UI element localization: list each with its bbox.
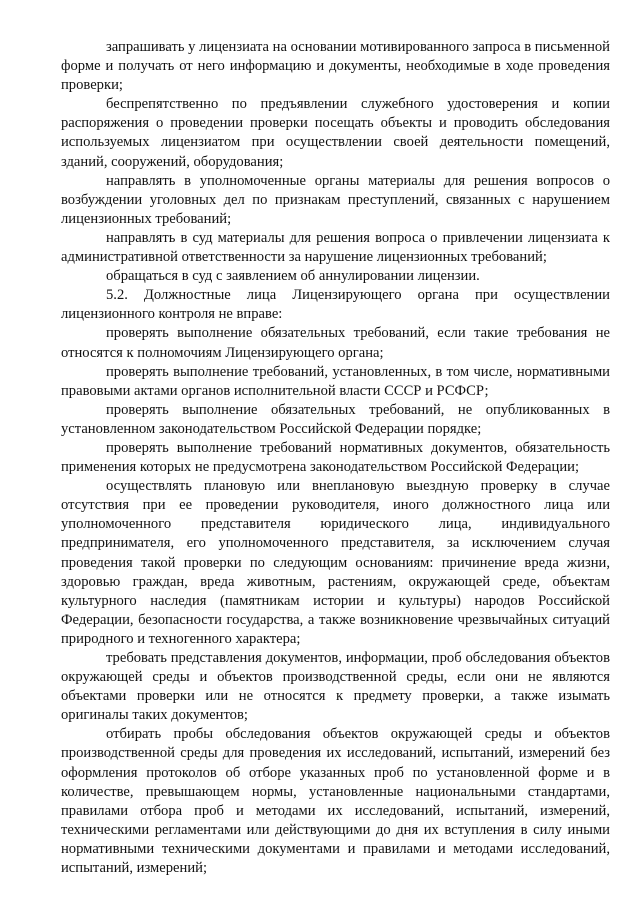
- paragraph-criminal-materials: направлять в уполномоченные органы материалы для решения вопросов о возбуждении уголовных дел по признакам преступлений, связанных с нарушением лицензионных требований;: [61, 172, 610, 227]
- paragraph-normative-documents: проверять выполнение требований нормативных документов, обязательность применения которых не предусмотрена законодательством Российской Федерации;: [61, 439, 610, 476]
- paragraph-inspection-without-representative: осуществлять плановую или внеплановую выездную проверку в случае отсутствия при ее проведении руководителя, иного должностного лица или уполномоченного представителя юридического лица, индивидуального предпринимателя, его уполномоченного представителя, за исключением случая проведения такой проверки по следующим основаниям: причинение вреда жизни, здоровью граждан, вреда животным, растениям, окружающей среде, объектам культурного наследия (памятникам истории и культуры) народов Российской Федерации, безопасности государства, а также возникновение чрезвычайных ситуаций природного и техногенного характера;: [61, 478, 610, 647]
- paragraph-request-information: запрашивать у лицензиата на основании мотивированного запроса в письменной форме и получать от него информацию и документы, необходимые в ходе проведения проверки;: [61, 39, 610, 94]
- paragraph-not-authority-requirements: проверять выполнение обязательных требований, если такие требования не относятся к полномочиям Лицензирующего органа;: [61, 325, 610, 361]
- paragraph-ussr-rsfsr-acts: проверять выполнение требований, установленных, в том числе, нормативными правовыми актами органов исполнительной власти СССР и РСФСР;: [61, 363, 610, 399]
- paragraph-require-documents: требовать представления документов, информации, проб обследования объектов окружающей среды и объектов производственной среды, если они не являются объектами проверки или не относятся к предмету проверки, а также изымать оригиналы таких документов;: [61, 650, 610, 724]
- paragraph-unpublished-requirements: проверять выполнение обязательных требований, не опубликованных в установленном законодательством Российской Федерации порядке;: [61, 401, 610, 437]
- paragraph-license-annulment: обращаться в суд с заявлением об аннулировании лицензии.: [106, 268, 480, 285]
- paragraph-administrative-materials: направлять в суд материалы для решения вопроса о привлечении лицензиата к административной ответственности за нарушение лицензионных требований;: [61, 229, 610, 266]
- section-heading-5-2: 5.2. Должностные лица Лицензирующего органа при осуществлении лицензионного контроля не вправе:: [61, 287, 610, 323]
- paragraph-visit-objects: беспрепятственно по предъявлении служебного удостоверения и копии распоряжения о проведении проверки посещать объекты и проводить обследования используемых лицензиатом при осуществлении своей деятельности помещений, зданий, сооружений, оборудования;: [61, 96, 610, 170]
- paragraph-take-samples: отбирать пробы обследования объектов окружающей среды и объектов производственной среды для проведения их исследований, испытаний, измерений без оформления протоколов об отборе указанных проб по установленной форме и в количестве, превышающем нормы, установленные национальными стандартами, правилами отбора проб и методами их исследований, испытаний, измерений, техническими регламентами или действующими до дня их вступления в силу иными нормативными техническими документами и правилами и методами исследований, испытаний, измерений;: [61, 726, 610, 877]
